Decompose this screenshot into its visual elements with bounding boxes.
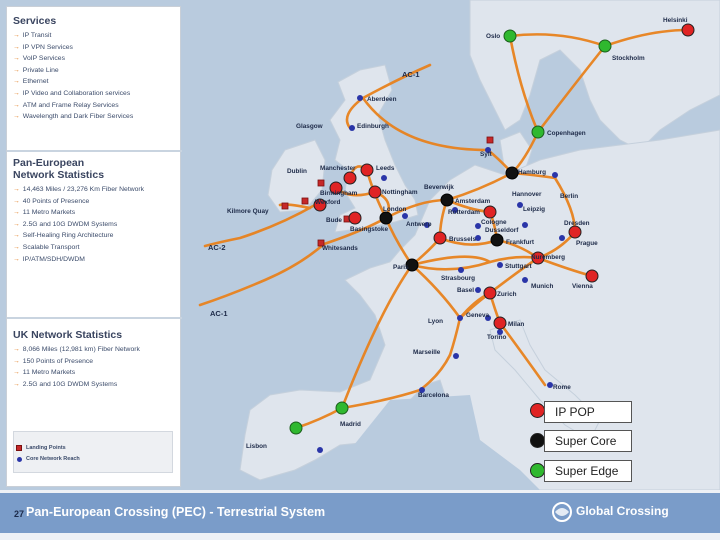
pan-european-section	[7, 157, 182, 265]
city-milan: Milan	[508, 321, 525, 328]
stat-item	[13, 230, 182, 242]
city-stuttgart: Stuttgart	[505, 263, 532, 270]
stat-item-label: Private Line	[22, 66, 59, 74]
city-sylt: Sylt	[480, 151, 492, 158]
stat-item	[13, 100, 182, 112]
stat-item-label: 40 Points of Presence	[22, 197, 90, 205]
arrow-right-icon: →	[13, 209, 20, 217]
stat-item-label: 150 Points of Presence	[22, 357, 94, 365]
city-marseille: Marseille	[413, 349, 441, 356]
arrow-right-icon: →	[13, 89, 20, 97]
super-core-legend-label: Super Core	[544, 430, 632, 452]
pan-european-title-line1: Pan-European	[13, 157, 85, 169]
divider-1	[7, 150, 182, 152]
stat-item-label: 2.5G and 10G DWDM Systems	[22, 380, 118, 388]
city-antwerp: Antwerp	[406, 221, 432, 228]
arrow-right-icon: →	[13, 78, 20, 86]
stat-item-label: Scalable Transport	[22, 243, 80, 251]
city-manchester: Manchester	[320, 165, 356, 172]
stat-item	[13, 242, 182, 254]
cable-label-ac2: AC-2	[208, 243, 226, 252]
city-hamburg: Hamburg	[518, 169, 547, 176]
arrow-right-icon: →	[13, 197, 20, 205]
core-reach-dot-icon	[17, 457, 22, 462]
stat-item	[13, 76, 182, 88]
uk-stats-title: UK Network Statistics	[13, 329, 123, 341]
city-helsinki: Helsinki	[663, 17, 688, 24]
arrow-right-icon: →	[13, 243, 20, 251]
super-core-legend-dot	[530, 433, 545, 448]
stat-item	[13, 53, 182, 65]
divider-2	[7, 317, 182, 319]
arrow-right-icon: →	[13, 32, 20, 39]
city-wexford: Wexford	[315, 199, 341, 206]
cable-label-ac1-south: AC-1	[210, 309, 228, 318]
stat-item-label: IP VPN Services	[22, 43, 73, 51]
uk-stats-section	[7, 329, 182, 390]
stat-item	[13, 65, 182, 77]
super-edge-legend-dot	[530, 463, 545, 478]
cable-label-ac1-north: AC-1	[402, 70, 420, 79]
stat-item	[13, 111, 182, 123]
city-beverwijk: Beverwijk	[424, 184, 454, 191]
info-panel	[6, 6, 181, 487]
city-kilmore-quay: Kilmore Quay	[227, 208, 269, 215]
stat-item	[13, 254, 182, 266]
stat-item	[13, 30, 182, 42]
city-basingstoke: Basingstoke	[350, 226, 389, 233]
city-brussels: Brussels	[449, 236, 476, 243]
city-madrid: Madrid	[340, 421, 361, 428]
arrow-right-icon: →	[13, 357, 20, 365]
stat-item	[13, 379, 182, 391]
city-amsterdam: Amsterdam	[455, 198, 491, 205]
city-zurich: Zurich	[497, 291, 517, 298]
panel-legend	[13, 431, 173, 473]
city-aberdeen: Aberdeen	[367, 96, 397, 103]
arrow-right-icon: →	[13, 369, 20, 377]
stat-item	[13, 356, 182, 368]
core-reach-label: Core Network Reach	[26, 456, 80, 462]
global-crossing-logo-text: Global Crossing	[576, 504, 669, 518]
stat-item-label: 11 Metro Markets	[22, 369, 76, 377]
city-dusseldorf: Dusseldorf	[485, 227, 519, 234]
slide-number: 27	[14, 509, 25, 519]
city-frankfurt: Frankfurt	[506, 239, 535, 246]
stat-item-label: 8,066 Miles (12,981 km) Fiber Network	[22, 346, 140, 353]
ip-pop-legend-label: IP POP	[544, 401, 632, 423]
city-nuremberg: Nuremberg	[531, 254, 566, 261]
stat-item-label: VoIP Services	[22, 55, 65, 63]
city-edinburgh: Edinburgh	[357, 123, 389, 130]
city-torino: Torino	[487, 334, 507, 341]
city-dresden: Dresden	[564, 220, 590, 227]
city-rotterdam: Rotterdam	[448, 209, 480, 216]
stat-item-label: 2.5G and 10G DWDM Systems	[22, 220, 118, 228]
super-edge-legend-label: Super Edge	[544, 460, 632, 482]
arrow-right-icon: →	[13, 66, 20, 74]
pan-european-stats-list	[7, 184, 182, 265]
services-list	[7, 30, 182, 123]
stat-item	[13, 219, 182, 231]
stat-item	[13, 196, 182, 208]
city-geneva: Geneva	[466, 312, 490, 319]
city-stockholm: Stockholm	[612, 55, 645, 62]
city-bude: Bude	[326, 217, 342, 224]
stat-item	[13, 184, 182, 196]
landing-point-square-icon	[16, 445, 22, 451]
city-vienna: Vienna	[572, 283, 593, 290]
city-hannover: Hannover	[512, 191, 542, 198]
services-title: Services	[13, 15, 57, 27]
stat-item-label: IP/ATM/SDH/DWDM	[22, 255, 85, 263]
stat-item	[13, 367, 182, 379]
arrow-right-icon: →	[13, 380, 20, 388]
services-section	[7, 15, 182, 123]
stat-item-label: Ethernet	[22, 78, 49, 86]
city-berlin: Berlin	[560, 193, 579, 200]
arrow-right-icon: →	[13, 255, 20, 263]
stat-item-label: IP Video and Collaboration services	[22, 89, 131, 97]
city-prague: Prague	[576, 240, 598, 247]
arrow-right-icon: →	[13, 186, 20, 193]
footer-title: Pan-European Crossing (PEC) - Terrestrial System	[26, 505, 326, 519]
arrow-right-icon: →	[13, 101, 20, 109]
city-strasbourg: Strasbourg	[441, 275, 476, 282]
stat-item-label: IP Transit	[22, 32, 52, 39]
city-rome: Rome	[553, 384, 571, 391]
city-cologne: Cologne	[481, 219, 507, 226]
stat-item-label: ATM and Frame Relay Services	[22, 101, 119, 109]
stat-item-label: 11 Metro Markets	[22, 209, 76, 217]
stat-item-label: Wavelength and Dark Fiber Services	[22, 113, 134, 121]
ip-pop-legend-dot	[530, 403, 545, 418]
stat-item	[13, 42, 182, 54]
arrow-right-icon: →	[13, 43, 20, 51]
arrow-right-icon: →	[13, 55, 20, 63]
city-london: London	[383, 206, 407, 213]
city-oslo: Oslo	[486, 33, 501, 40]
city-copenhagen: Copenhagen	[547, 130, 586, 137]
city-whitesands: Whitesands	[322, 245, 358, 252]
city-lisbon: Lisbon	[246, 443, 267, 450]
city-dublin: Dublin	[287, 168, 307, 175]
city-lyon: Lyon	[428, 318, 444, 325]
arrow-right-icon: →	[13, 220, 20, 228]
pan-european-title-line2: Network Statistics	[13, 169, 105, 181]
stat-item	[13, 207, 182, 219]
city-munich: Munich	[531, 283, 554, 290]
arrow-right-icon: →	[13, 232, 20, 240]
landing-points-label: Landing Points	[26, 445, 66, 451]
city-glasgow: Glasgow	[296, 123, 323, 130]
stat-item	[13, 344, 182, 356]
city-paris: Paris	[393, 264, 409, 271]
city-birmingham: Birmingham	[320, 190, 358, 197]
city-nottingham: Nottingham	[382, 189, 418, 196]
city-barcelona: Barcelona	[418, 392, 449, 399]
arrow-right-icon: →	[13, 113, 20, 121]
arrow-right-icon: →	[13, 346, 20, 353]
stat-item	[13, 88, 182, 100]
city-leipzig: Leipzig	[523, 206, 546, 213]
stat-item-label: 14,463 Miles / 23,276 Km Fiber Network	[22, 186, 145, 193]
stat-item-label: Self-Healing Ring Architecture	[22, 232, 114, 240]
uk-stats-list	[7, 344, 182, 390]
city-basel: Basel	[457, 287, 475, 294]
city-leeds: Leeds	[376, 165, 395, 172]
